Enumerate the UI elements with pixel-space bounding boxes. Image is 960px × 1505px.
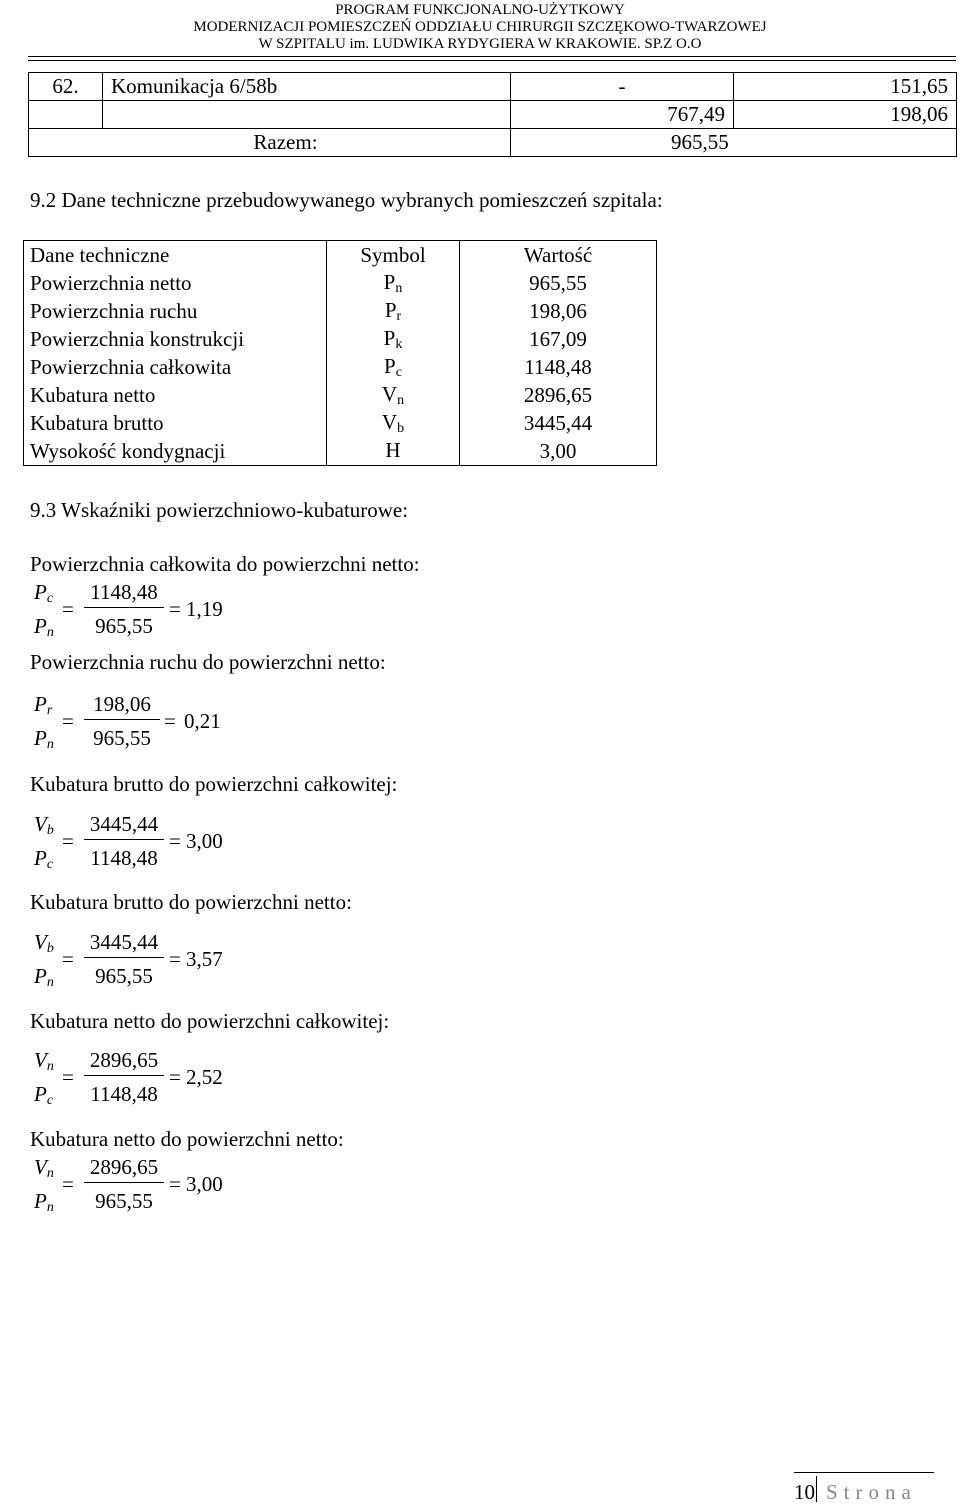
row-value-1: - <box>510 73 733 101</box>
table-row: Powierzchnia całkowita $P_c$ 1148,48 <box>24 353 657 381</box>
row-value-2: 151,65 <box>733 73 956 101</box>
indicator-label: Powierzchnia całkowita do powierzchni netto: <box>30 552 420 576</box>
table-row: Powierzchnia ruchu $P_r$ 198,06 <box>24 297 657 325</box>
subtotal-value-1: 767,49 <box>510 101 733 129</box>
header-line-3: W SZPITALU im. LUDWIKA RYDYGIERA W KRAKOWIE. SP.Z O.O <box>258 36 702 52</box>
header-rule-2 <box>28 60 956 61</box>
header-line-1: PROGRAM FUNKCJONALNO-UŻYTKOWY <box>335 2 625 18</box>
section-9-3-title: 9.3 Wskaźniki powierzchniowo-kubaturowe: <box>30 498 409 522</box>
section-9-2-title: 9.2 Dane techniczne przebudowywanego wybranych pomieszczeń szpitala: <box>30 188 663 212</box>
indicator-label: Kubatura netto do powierzchni netto: <box>30 1127 344 1151</box>
page-footer <box>794 1472 934 1504</box>
page-word: Strona <box>826 1480 917 1504</box>
col-header-symbol: Symbol <box>327 241 460 270</box>
indicator-label: Kubatura brutto do powierzchni netto: <box>30 890 352 914</box>
row-name: Komunikacja 6/58b <box>102 73 510 101</box>
table-row: Kubatura brutto $V_b$ 3445,44 <box>24 409 657 437</box>
table-row <box>29 101 957 129</box>
col-header-name: Dane techniczne <box>24 241 327 270</box>
table-row: Kubatura netto $V_n$ 2896,65 <box>24 381 657 409</box>
col-header-value: Wartość <box>460 241 657 270</box>
header-line-2: MODERNIZACJI POMIESZCZEŃ ODDZIAŁU CHIRURGII SZCZĘKOWO-TWARZOWEJ <box>193 19 767 35</box>
indicator-label: Kubatura brutto do powierzchni całkowitej: <box>30 772 398 796</box>
total-label: Razem: <box>29 129 511 157</box>
table-row <box>29 73 957 101</box>
total-value: 965,55 <box>510 129 956 157</box>
table-row <box>29 129 957 157</box>
subtotal-value-2: 198,06 <box>733 101 956 129</box>
table-row: Wysokość kondygnacji H 3,00 <box>24 437 657 466</box>
cost-table <box>28 72 957 157</box>
table-row: Powierzchnia konstrukcji $P_k$ 167,09 <box>24 325 657 353</box>
table-header-row <box>24 241 657 270</box>
page-number: 10 <box>794 1480 815 1504</box>
technical-data-table <box>23 240 657 466</box>
indicator-label: Powierzchnia ruchu do powierzchni netto: <box>30 650 386 674</box>
document-header <box>0 0 960 53</box>
row-number: 62. <box>29 73 103 101</box>
table-row: Powierzchnia netto $P_n$ 965,55 <box>24 269 657 297</box>
indicator-label: Kubatura netto do powierzchni całkowitej: <box>30 1009 390 1033</box>
header-rule <box>28 56 956 57</box>
